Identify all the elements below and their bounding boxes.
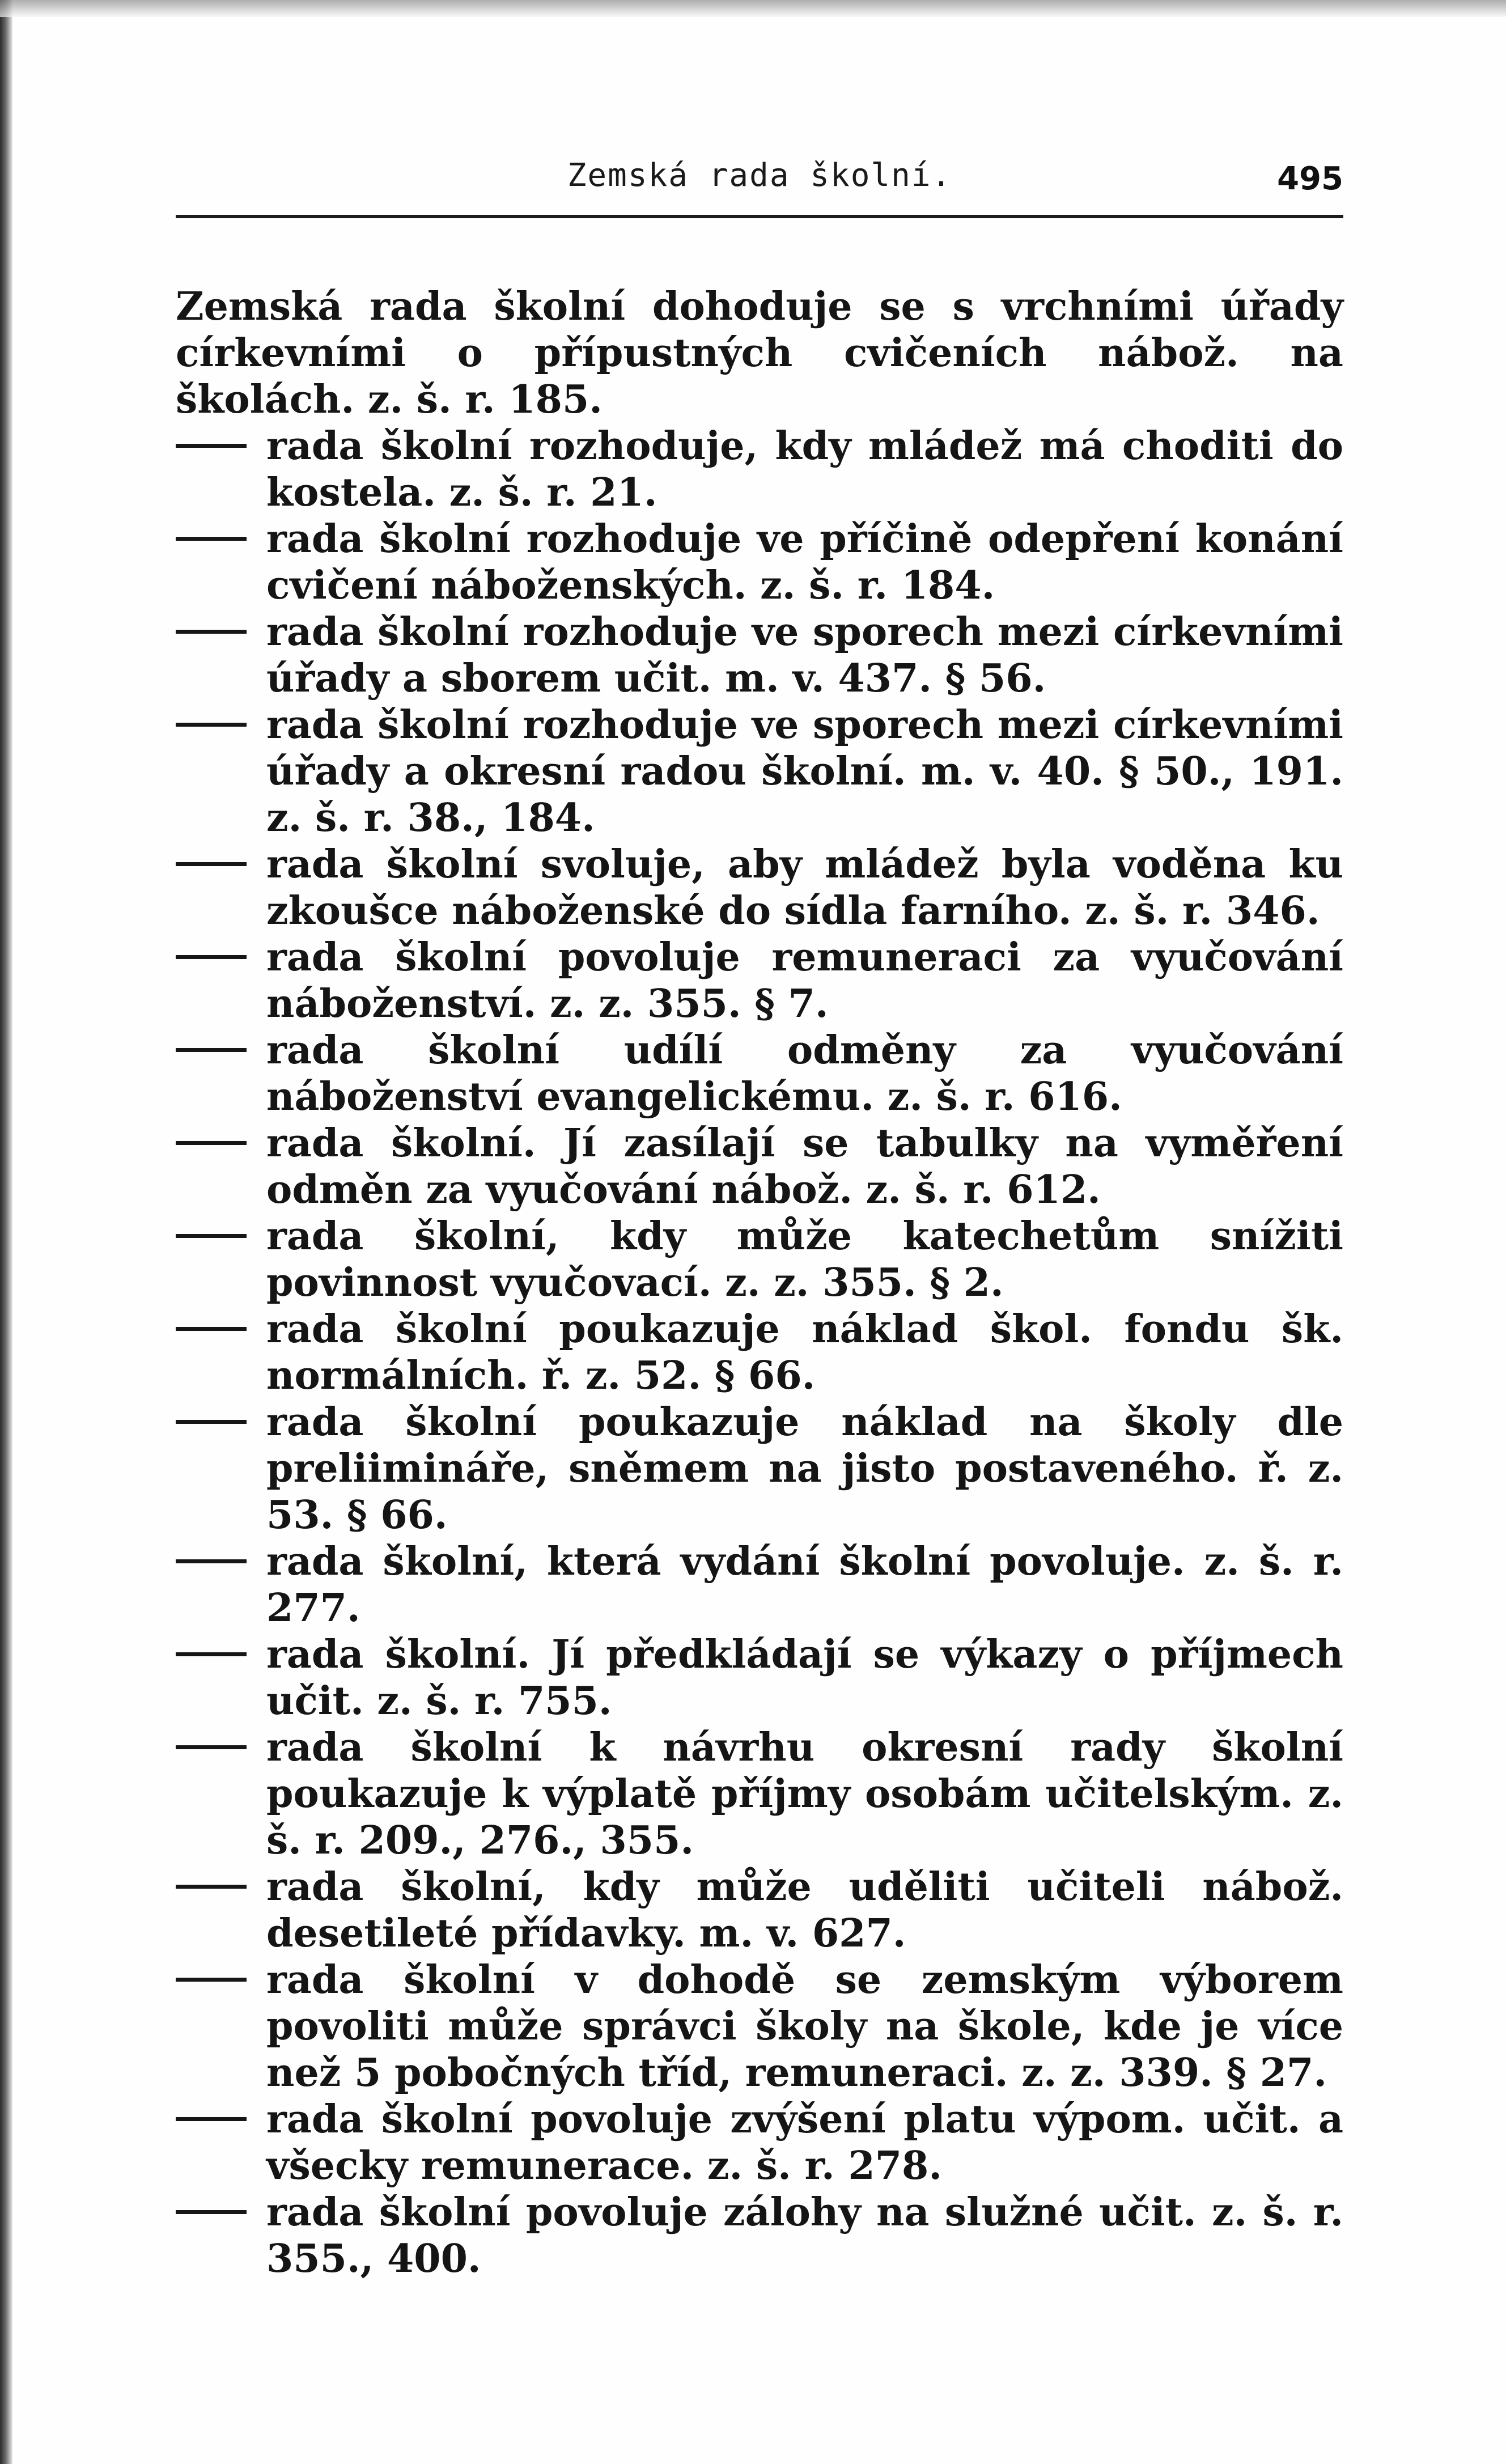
index-entries xyxy=(176,283,1343,2282)
entry-text: Zemská rada školní dohoduje se s vrchními úřady církevními o přípustných cvičeních nábož. na školách. z. š. r. 185. xyxy=(176,284,1343,422)
entry-text: rada školní udílí odměny za vyučování náboženství evangelickému. z. š. r. 616. xyxy=(266,1028,1343,1119)
index-entry xyxy=(176,1399,1343,1538)
index-entry xyxy=(176,516,1343,609)
entry-text: rada školní povoluje zvýšení platu výpom. učit. a všecky remunerace. z. š. r. 278. xyxy=(266,2097,1343,2189)
index-entry xyxy=(176,423,1343,516)
index-entry xyxy=(176,702,1343,841)
entry-text: rada školní povoluje zálohy na služné učit. z. š. r. 355., 400. xyxy=(266,2190,1343,2281)
entry-text: rada školní svoluje, aby mládež byla voděna ku zkoušce náboženské do sídla farního. z. š. r. 346. xyxy=(266,842,1343,934)
entry-text: rada školní. Jí zasílají se tabulky na vyměření odměn za vyučování nábož. z. š. r. 612. xyxy=(266,1121,1343,1212)
scan-edge-top xyxy=(0,0,1506,17)
entry-text: rada školní v dohodě se zemským výborem povoliti může správci školy na škole, kde je více než 5 pobočných tříd, remuneraci. z. z. 339. § 27. xyxy=(266,1957,1343,2096)
index-entry xyxy=(176,283,1343,423)
entry-text: rada školní, kdy může uděliti učiteli nábož. desetileté přídavky. m. v. 627. xyxy=(266,1864,1343,1956)
index-entry xyxy=(176,1027,1343,1120)
entry-text: rada školní povoluje remuneraci za vyučování náboženství. z. z. 355. § 7. xyxy=(266,935,1343,1027)
entry-text: rada školní rozhoduje ve sporech mezi církevními úřady a sborem učit. m. v. 437. § 56. xyxy=(266,609,1343,701)
entry-text: rada školní rozhoduje, kdy mládež má choditi do kostela. z. š. r. 21. xyxy=(266,423,1343,515)
header-rule xyxy=(176,215,1343,218)
index-entry xyxy=(176,2189,1343,2282)
index-entry xyxy=(176,841,1343,934)
index-entry xyxy=(176,1864,1343,1957)
index-entry xyxy=(176,1957,1343,2096)
index-entry xyxy=(176,1120,1343,1213)
entry-text: rada školní rozhoduje ve sporech mezi církevními úřady a okresní radou školní. m. v. 40. § 50., 191. z. š. r. 38., 184. xyxy=(266,702,1343,841)
index-entry xyxy=(176,609,1343,702)
index-entry xyxy=(176,2096,1343,2189)
entry-text: rada školní k návrhu okresní rady školní poukazuje k výplatě příjmy osobám učitelským. z. š. r. 209., 276., 355. xyxy=(266,1725,1343,1863)
entry-text: rada školní. Jí předkládají se výkazy o příjmech učit. z. š. r. 755. xyxy=(266,1632,1343,1724)
index-entry xyxy=(176,934,1343,1027)
index-entry xyxy=(176,1724,1343,1864)
index-entry xyxy=(176,1538,1343,1631)
entry-text: rada školní poukazuje náklad na školy dle preliimináře, sněmem na jisto postaveného. ř. z. 53. § 66. xyxy=(266,1399,1343,1538)
index-entry xyxy=(176,1631,1343,1724)
index-entry xyxy=(176,1306,1343,1399)
entry-text: rada školní, která vydání školní povoluje. z. š. r. 277. xyxy=(266,1539,1343,1631)
page-header xyxy=(176,145,1343,213)
entry-text: rada školní rozhoduje ve příčině odepření konání cvičení náboženských. z. š. r. 184. xyxy=(266,516,1343,608)
page-number: 495 xyxy=(1277,160,1343,197)
running-title: Zemská rada školní. xyxy=(567,157,952,194)
entry-text: rada školní, kdy může katechetům snížiti povinnost vyučovací. z. z. 355. § 2. xyxy=(266,1214,1343,1305)
index-entry xyxy=(176,1213,1343,1306)
scan-edge-left xyxy=(0,0,12,2464)
entry-text: rada školní poukazuje náklad škol. fondu šk. normálních. ř. z. 52. § 66. xyxy=(266,1307,1343,1398)
